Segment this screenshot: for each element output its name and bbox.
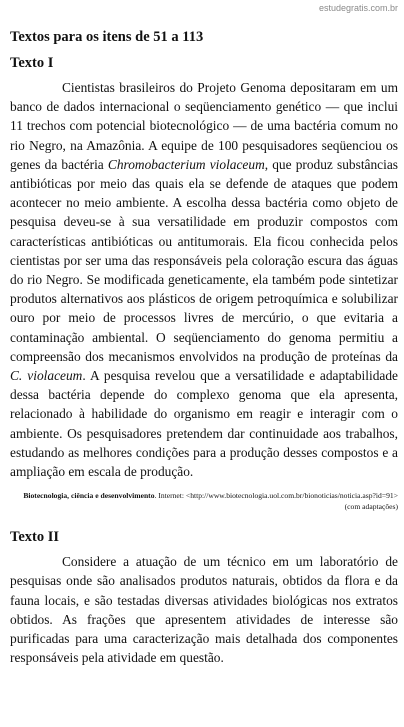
- texto-ii-heading: Texto II: [10, 529, 60, 546]
- texto-i-part-2: , que produz substâncias antibióticas por meio das quais ela se defende de ataques que podem acontecer no meio ambiente. A escolha dessa bactéria como objeto de pesquisa deveu-se à sua versatilidade em produzir compostos com características antibióticas ou antitumorais. Ela ficou conhecida pelos cientistas por ser uma das responsáveis pela coloração escura das águas do rio Negro. Se modificada geneticamente, ela também pode sintetizar produtos alternativos aos plásticos de origem petroquímica e solubilizar ouro por meio de processos livres de mercúrio, o que evitaria a contaminação ambiental. O seqüenciamento do genoma permitiu a compreensão dos mecanismos envolvidos na produção de proteínas da: [10, 156, 398, 364]
- species-name-full: Chromobacterium violaceum: [107, 156, 265, 172]
- source-title: Biotecnologia, ciência e desenvolvimento: [23, 491, 155, 501]
- texto-i-paragraph: [10, 78, 398, 481]
- document-page: [10, 28, 398, 667]
- texto-i-part-1: Cientistas brasileiros do Projeto Genoma depositaram em um banco de dados internacional o seqüenciamento genético — que inclui 11 trechos com potencial biotecnológico — de uma bactéria comum no rio Negro, na Amazônia. A equipe de 100 pesquisadores seqüenciou os genes da bactéria: [10, 80, 398, 172]
- texto-i-source: [10, 491, 398, 512]
- texto-ii-paragraph: Considere a atuação de um técnico em um laboratório de pesquisas onde são analisados produtos naturais, obtidos da flora e da fauna locais, e são testadas diversas atividades biológicas nos extratos obtidos. As frações que apresentem atividades de interesse são purificadas para uma caracterização mais detalhada dos componentes responsáveis pela atividade em questão.: [10, 554, 398, 666]
- texto-i-part-3: . A pesquisa revelou que a versatilidade e adaptabilidade dessa bactéria depende do complexo genoma que ela apresenta, relacionado à habilidade do organismo em reagir e interagir com o ambiente. Os pesquisadores pretendem dar continuidade aos trabalhos, estudando as melhores condições para a produção desses compostos e a ampliação em escala de produção.: [10, 368, 398, 480]
- texto-i-heading: Texto I: [10, 55, 54, 71]
- site-watermark: estudegratis.com.br: [318, 3, 398, 13]
- section-title: Textos para os itens de 51 a 113: [10, 29, 204, 45]
- species-name-abbrev: C. violaceum: [10, 368, 83, 384]
- source-citation: . Internet: <http://www.biotecnologia.uol.com.br/bionoticias/noticia.asp?id=91> (com adaptações): [154, 491, 398, 511]
